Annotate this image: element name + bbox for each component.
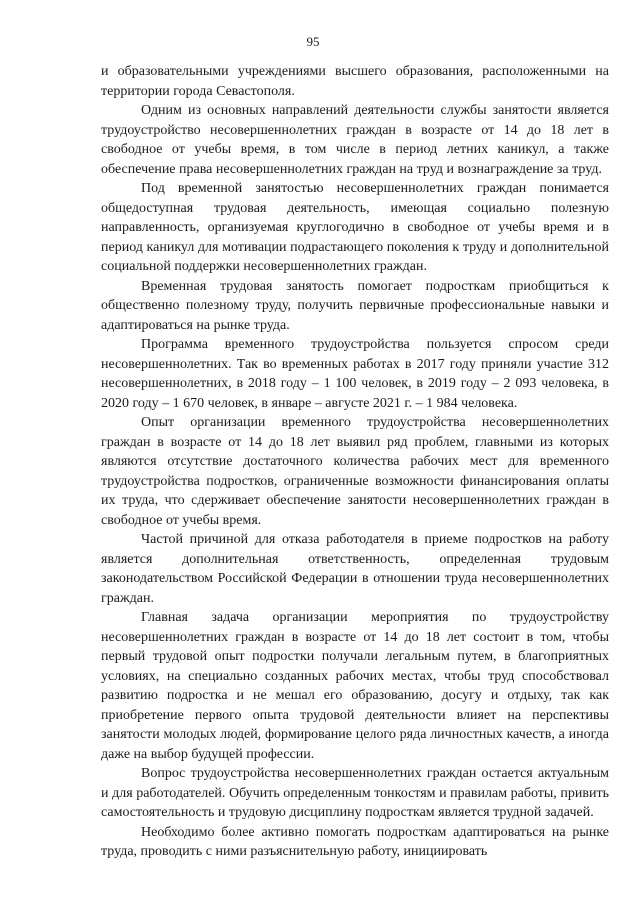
paragraph-recommendations: Необходимо более активно помогать подросткам адаптироваться на рынке труда, проводить с ними разъяснительную работу, инициировать [101, 824, 609, 859]
paragraph-program-statistics: Программа временного трудоустройства пользуется спросом среди несовершеннолетних. Так во временных работах в 2017 году приняли участие 312 несовершеннолетних, в 2018 году – 1 100 человек, в 2019 году – 2 093 человека, в 2020 году – 1 670 человек, в январе – августе 2021 г. – 1 984 человека. [101, 337, 609, 411]
paragraph-employment-directions: Одним из основных направлений деятельности службы занятости является трудоустройство несовершеннолетних граждан в возрасте от 14 до 18 лет в свободное от учебы время, в том числе в период летних каникул, а также обеспечение права несовершеннолетних граждан на труд и вознаграждение за труд. [101, 103, 609, 177]
paragraph-continuation: и образовательными учреждениями высшего образования, расположенными на территории города Севастополя. [101, 64, 609, 99]
page-number: 95 [306, 34, 320, 49]
paragraph-main-task: Главная задача организации мероприятия по трудоустройству несовершеннолетних граждан в возрасте от 14 до 18 лет состоит в том, чтобы первый трудовой опыт подростки получали легальным путем, в благоприятных условиях, на специально созданных рабочих местах, чтобы труд способствовал развитию подростка и не мешал его образованию, досугу и отдыху, так как приобретение первого опыта трудовой деятельности влияет на перспективы занятости молодых людей, формирование целого ряда личностных качеств, а иногда даже на выбор будущей профессии. [101, 610, 609, 762]
paragraph-temporary-employment-benefits: Временная трудовая занятость помогает подросткам приобщиться к общественно полезному труду, получить первичные профессиональные навыки и адаптироваться на рынке труда. [101, 278, 609, 333]
paragraph-employer-relevance: Вопрос трудоустройства несовершеннолетних граждан остается актуальным и для работодателей. Обучить определенным тонкостям и правилам работы, привить самостоятельность и трудовую дисциплину подросткам является трудной задачей. [101, 766, 609, 820]
paragraph-employer-refusal-reason: Частой причиной для отказа работодателя в приеме подростков на работу является дополнительная ответственность, определенная трудовым законодательством Российской Федерации в отношении труда несовершеннолетних граждан. [101, 532, 609, 606]
paragraph-temporary-employment-definition: Под временной занятостью несовершеннолетних граждан понимается общедоступная трудовая деятельность, имеющая социально полезную направленность, организуемая круглогодично в свободное от учебы время и в период каникул для мотивации подрастающего поколения к труду и дополнительной социальной поддержки несовершеннолетних граждан. [101, 181, 609, 274]
paragraph-organization-problems: Опыт организации временного трудоустройства несовершеннолетних граждан в возрасте от 14 до 18 лет выявил ряд проблем, главными из которых являются отсутствие достаточного количества рабочих мест для временного трудоустройства подростков, ограниченные возможности финансирования оплаты их труда, что сдерживает обеспечение занятости несовершеннолетних граждан в свободное от учебы время. [101, 415, 609, 528]
document-body [101, 62, 609, 862]
